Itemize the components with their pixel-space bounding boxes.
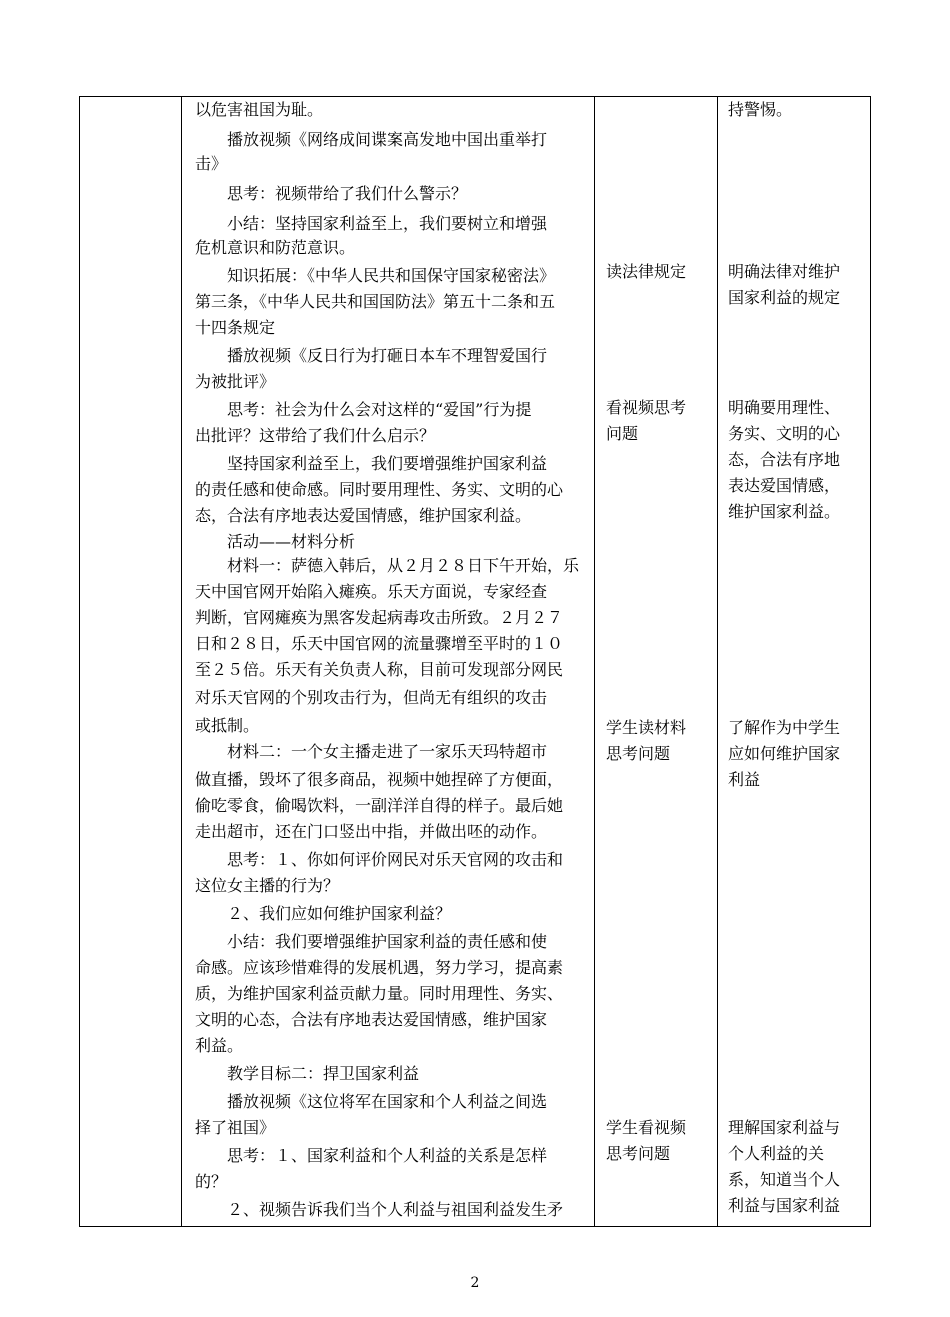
student-activity-line: 思考问题 <box>606 1144 671 1163</box>
content-line: 质，为维护国家利益贡献力量。同时用理性、务实、 <box>195 984 564 1003</box>
design-intent-line: 持警惕。 <box>728 100 793 119</box>
content-line: 天中国官网开始陷入瘫痪。乐天方面说，专家经查 <box>195 582 548 601</box>
content-line: 或抵制。 <box>195 716 260 735</box>
content-line: 为被批评》 <box>195 372 276 391</box>
design-intent-line: 明确要用理性、 <box>728 398 841 417</box>
design-intent-line: 表达爱国情感， <box>728 476 841 495</box>
content-line: 教学目标二：捍卫国家利益 <box>195 1064 420 1083</box>
design-intent-line: 个人利益的关 <box>728 1144 825 1163</box>
design-intent-cell <box>718 97 871 1227</box>
content-line: 命感。应该珍惜难得的发展机遇，努力学习，提高素 <box>195 958 564 977</box>
content-line: 材料一：萨德入韩后，从２月２８日下午开始，乐 <box>195 556 580 575</box>
content-line: 文明的心态，合法有序地表达爱国情感，维护国家 <box>195 1010 548 1029</box>
design-intent-line: 态，合法有序地 <box>728 450 841 469</box>
content-line: 的？ <box>195 1172 228 1191</box>
table-row <box>80 97 871 1227</box>
content-line: 材料二：一个女主播走进了一家乐天玛特超市 <box>195 742 548 761</box>
student-activity-line: 问题 <box>606 424 639 443</box>
lesson-plan-table <box>79 96 871 1227</box>
content-line: 出批评？这带给了我们什么启示？ <box>195 426 436 445</box>
content-line: 十四条规定 <box>195 318 276 337</box>
design-intent-line: 国家利益的规定 <box>728 288 841 307</box>
content-line: 判断，官网瘫痪为黑客发起病毒攻击所致。２月２７ <box>195 608 564 627</box>
content-line: 坚持国家利益至上，我们要增强维护国家利益 <box>195 454 548 473</box>
content-line: 击》 <box>195 154 228 173</box>
content-line: 这位女主播的行为？ <box>195 876 340 895</box>
design-intent-line: 明确法律对维护 <box>728 262 841 281</box>
content-line: 日和２８日，乐天中国官网的流量骤增至平时的１０ <box>195 634 564 653</box>
content-line: 以危害祖国为耻。 <box>195 100 324 119</box>
content-line: 危机意识和防范意识。 <box>195 238 356 257</box>
page-number: 2 <box>470 1275 480 1291</box>
design-intent-line: 利益与国家利益 <box>728 1196 841 1215</box>
content-line: 活动——材料分析 <box>195 532 356 551</box>
student-activity-line: 思考问题 <box>606 744 671 763</box>
design-intent-line: 维护国家利益。 <box>728 502 841 521</box>
content-line: 播放视频《网络成间谍案高发地中国出重举打 <box>195 130 548 149</box>
content-line: 走出超市，还在门口竖出中指，并做出呸的动作。 <box>195 822 548 841</box>
content-line: 思考：１、国家利益和个人利益的关系是怎样 <box>195 1146 548 1165</box>
teaching-content-cell <box>182 97 595 1227</box>
content-line: 做直播，毁坏了很多商品，视频中她捏碎了方便面， <box>195 770 564 789</box>
design-intent-line: 了解作为中学生 <box>728 718 841 737</box>
student-activity-line: 读法律规定 <box>606 262 687 281</box>
content-line: 态，合法有序地表达爱国情感，维护国家利益。 <box>195 506 532 525</box>
design-intent-line: 务实、文明的心 <box>728 424 841 443</box>
content-line: 至２５倍。乐天有关负责人称，目前可发现部分网民 <box>195 660 564 679</box>
content-line: 知识拓展：《中华人民共和国保守国家秘密法》 <box>195 266 556 285</box>
content-line: 第三条，《中华人民共和国国防法》第五十二条和五 <box>195 292 556 311</box>
design-intent-line: 理解国家利益与 <box>728 1118 841 1137</box>
content-line: 利益。 <box>195 1036 244 1055</box>
student-activity-line: 学生看视频 <box>606 1118 687 1137</box>
content-line: ２、视频告诉我们当个人利益与祖国利益发生矛 <box>195 1200 564 1219</box>
student-activity-cell <box>595 97 718 1227</box>
content-line: 的责任感和使命感。同时要用理性、务实、文明的心 <box>195 480 564 499</box>
content-line: ２、我们应如何维护国家利益？ <box>195 904 452 923</box>
content-line: 对乐天官网的个别攻击行为，但尚无有组织的攻击 <box>195 688 548 707</box>
content-line: 思考：社会为什么会对这样的“爱国”行为提 <box>195 400 532 419</box>
content-line: 思考：１、你如何评价网民对乐天官网的攻击和 <box>195 850 564 869</box>
student-activity-line: 看视频思考 <box>606 398 687 417</box>
student-activity-line: 学生读材料 <box>606 718 687 737</box>
content-line: 播放视频《这位将军在国家和个人利益之间选 <box>195 1092 548 1111</box>
content-line: 播放视频《反日行为打砸日本车不理智爱国行 <box>195 346 548 365</box>
content-line: 偷吃零食，偷喝饮料，一副洋洋自得的样子。最后她 <box>195 796 564 815</box>
design-intent-line: 利益 <box>728 770 761 789</box>
design-intent-line: 系，知道当个人 <box>728 1170 841 1189</box>
design-intent-line: 应如何维护国家 <box>728 744 841 763</box>
content-line: 思考：视频带给了我们什么警示？ <box>195 184 468 203</box>
content-line: 择了祖国》 <box>195 1118 276 1137</box>
section-cell <box>80 97 182 1227</box>
content-line: 小结：我们要增强维护国家利益的责任感和使 <box>195 932 548 951</box>
content-line: 小结：坚持国家利益至上，我们要树立和增强 <box>195 214 548 233</box>
